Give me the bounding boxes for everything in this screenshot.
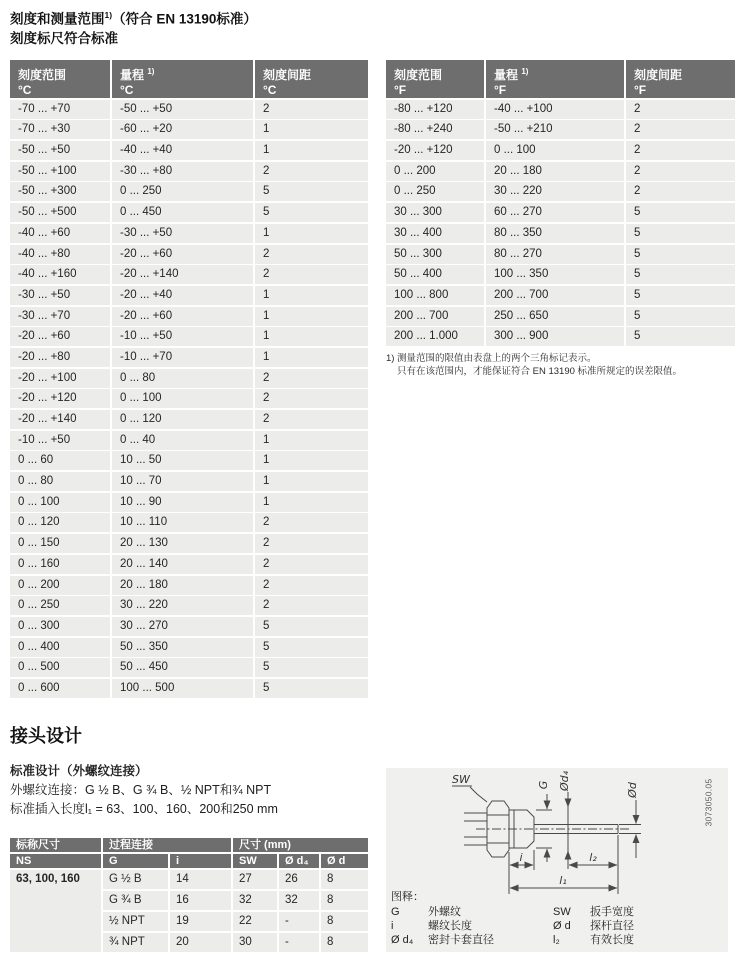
span-cell: 0 ... 80 (112, 369, 253, 388)
scale-range-cell: 50 ... 400 (386, 265, 484, 284)
table-row (386, 245, 737, 264)
legend-def: 扳手宽度 (590, 906, 634, 918)
scale-range-cell: 0 ... 60 (10, 451, 110, 470)
celsius-table-body (10, 100, 368, 698)
span-cell: -40 ... +100 (486, 100, 624, 119)
d-label: Ød (626, 782, 639, 798)
wrench-width-cell: 22 (233, 912, 277, 931)
table-row (386, 203, 737, 222)
scale-range-cell: 0 ... 100 (10, 493, 110, 512)
legend-column-right (553, 905, 634, 947)
group-header-dimensions: 尺寸 (mm) (233, 838, 368, 852)
table-row (10, 617, 368, 636)
fahrenheit-scale-table (386, 60, 737, 346)
scale-range-cell: 100 ... 800 (386, 286, 484, 305)
legend-term: i (391, 920, 394, 932)
table-row (10, 679, 368, 698)
sub-header-g: G (103, 854, 168, 868)
footnote-text (397, 353, 738, 378)
span-cell: 20 ... 180 (486, 162, 624, 181)
span-cell: 0 ... 100 (486, 141, 624, 160)
span-cell: -30 ... +80 (112, 162, 253, 181)
scale-spacing-cell: 2 (255, 513, 368, 532)
span-cell: 30 ... 220 (486, 182, 624, 201)
span-cell: 300 ... 900 (486, 327, 624, 346)
scale-spacing-cell: 1 (255, 493, 368, 512)
group-header-process-connection: 过程连接 (103, 838, 231, 852)
insertion-length-line: 标准插入长度l₁ = 63、100、160、200和250 mm (10, 802, 278, 816)
sub-header-sw: SW (233, 854, 277, 868)
thread-length-cell: 20 (170, 933, 231, 952)
table-row (10, 369, 368, 388)
dimension-l2 (569, 835, 618, 894)
process-connection-cell: ½ NPT (103, 912, 168, 931)
span-cell: 10 ... 90 (112, 493, 253, 512)
column-header: 量程 $^{1)}$ °F (486, 60, 624, 98)
table-row (386, 327, 737, 346)
legend-title: 图释： (391, 891, 424, 903)
scale-range-cell: -50 ... +300 (10, 182, 110, 201)
l2-label: l₂ (589, 851, 597, 864)
process-connection-cell: ¾ NPT (103, 933, 168, 952)
table-row (10, 141, 368, 160)
scale-spacing-cell: 1 (255, 327, 368, 346)
scale-spacing-cell: 1 (255, 120, 368, 139)
scale-spacing-cell: 2 (255, 596, 368, 615)
scale-range-cell: 0 ... 200 (386, 162, 484, 181)
scale-spacing-cell: 2 (255, 265, 368, 284)
page-title-line1: 刻度和测量范围$^{1)}$（符合 EN 13190标准） (10, 10, 257, 27)
thread-types-line: 外螺纹连接：G ½ B、G ¾ B、½ NPT和¾ NPT (10, 783, 272, 797)
scale-spacing-cell: 2 (626, 162, 735, 181)
scale-spacing-cell: 5 (626, 203, 735, 222)
scale-range-cell: 30 ... 400 (386, 224, 484, 243)
span-cell: 20 ... 180 (112, 576, 253, 595)
span-cell: -40 ... +40 (112, 141, 253, 160)
legend-term: Ø d₄ (391, 934, 414, 946)
table-row (386, 182, 737, 201)
scale-spacing-cell: 2 (255, 100, 368, 119)
span-cell: 20 ... 140 (112, 555, 253, 574)
scale-range-cell: -70 ... +30 (10, 120, 110, 139)
span-cell: 0 ... 450 (112, 203, 253, 222)
column-header: 刻度范围 °C (10, 60, 110, 98)
scale-range-cell: 0 ... 250 (386, 182, 484, 201)
span-cell: 10 ... 70 (112, 472, 253, 491)
scale-spacing-cell: 5 (255, 617, 368, 636)
stem-diameter-cell: 8 (321, 912, 368, 931)
scale-range-cell: -30 ... +50 (10, 286, 110, 305)
wrench-width-cell: 27 (233, 870, 277, 889)
scale-range-cell: 0 ... 120 (10, 513, 110, 532)
scale-range-cell: 0 ... 80 (10, 472, 110, 491)
table-row (10, 431, 368, 450)
scale-spacing-cell: 2 (626, 100, 735, 119)
span-cell: -10 ... +50 (112, 327, 253, 346)
process-connection-cell: G ¾ B (103, 891, 168, 910)
scale-range-cell: -20 ... +120 (10, 389, 110, 408)
d4-label: Ød₄ (558, 770, 571, 792)
span-cell: 80 ... 270 (486, 245, 624, 264)
scale-spacing-cell: 2 (626, 120, 735, 139)
wrench-width-cell: 32 (233, 891, 277, 910)
sub-header-ns: NS (10, 854, 101, 868)
scale-spacing-cell: 5 (626, 245, 735, 264)
table-row (10, 224, 368, 243)
ns-value: 63, 100, 160 (10, 870, 101, 952)
column-header: 刻度范围 °F (386, 60, 484, 98)
table-row (386, 141, 737, 160)
scale-spacing-cell: 5 (255, 638, 368, 657)
span-cell: 100 ... 350 (486, 265, 624, 284)
scale-range-cell: -50 ... +100 (10, 162, 110, 181)
drawing-legend (391, 890, 721, 946)
span-cell: -20 ... +40 (112, 286, 253, 305)
legend-item (553, 919, 634, 933)
span-cell: -50 ... +50 (112, 100, 253, 119)
table-row (386, 120, 737, 139)
scale-spacing-cell: 1 (255, 431, 368, 450)
table-row (10, 451, 368, 470)
footnote-marker: 1) (386, 353, 395, 364)
table-row (10, 182, 368, 201)
scale-spacing-cell: 1 (255, 286, 368, 305)
collar-diameter-cell: 26 (279, 870, 319, 889)
span-cell: 200 ... 700 (486, 286, 624, 305)
table-row (10, 162, 368, 181)
span-cell: 20 ... 130 (112, 534, 253, 553)
scale-range-cell: -20 ... +140 (10, 410, 110, 429)
legend-item (391, 905, 494, 919)
footnote-line2: 只有在该范围内，才能保证符合 EN 13190 标准所规定的误差限值。 (397, 365, 683, 377)
scale-range-cell: 30 ... 300 (386, 203, 484, 222)
span-cell: -20 ... +60 (112, 245, 253, 264)
scale-range-cell: 0 ... 160 (10, 555, 110, 574)
table-row (386, 286, 737, 305)
legend-item (391, 933, 494, 947)
thread-length-cell: 14 (170, 870, 231, 889)
table-row (10, 265, 368, 284)
span-cell: 50 ... 350 (112, 638, 253, 657)
doc-number: 3073050.05 (703, 778, 714, 827)
sub-header-i: i (170, 854, 231, 868)
scale-spacing-cell: 1 (255, 348, 368, 367)
table-row (10, 493, 368, 512)
scale-spacing-cell: 1 (255, 472, 368, 491)
table-row (10, 327, 368, 346)
fahrenheit-table-body (386, 100, 737, 347)
wrench-width-cell: 30 (233, 933, 277, 952)
scale-range-cell: -20 ... +120 (386, 141, 484, 160)
table-row (386, 100, 737, 119)
scale-range-cell: 0 ... 400 (10, 638, 110, 657)
span-cell: -30 ... +50 (112, 224, 253, 243)
span-cell: 100 ... 500 (112, 679, 253, 698)
span-cell: 30 ... 220 (112, 596, 253, 615)
scale-spacing-cell: 1 (255, 451, 368, 470)
scale-spacing-cell: 5 (255, 182, 368, 201)
standard-design-block (10, 762, 380, 819)
scale-range-cell: -80 ... +120 (386, 100, 484, 119)
legend-item (553, 905, 634, 919)
scale-spacing-cell: 1 (255, 141, 368, 160)
scale-range-cell: 0 ... 250 (10, 596, 110, 615)
legend-term: SW (553, 906, 571, 918)
span-cell: 10 ... 50 (112, 451, 253, 470)
scale-range-cell: 0 ... 150 (10, 534, 110, 553)
scale-range-cell: -70 ... +70 (10, 100, 110, 119)
legend-column-left (391, 905, 494, 947)
page-title-line2: 刻度标尺符合标准 (10, 30, 118, 46)
span-cell: 0 ... 40 (112, 431, 253, 450)
scale-spacing-cell: 2 (255, 389, 368, 408)
table-row (10, 513, 368, 532)
scale-spacing-cell: 2 (255, 534, 368, 553)
scale-spacing-cell: 5 (255, 203, 368, 222)
table-row (10, 576, 368, 595)
scale-spacing-cell: 5 (626, 265, 735, 284)
span-cell: -50 ... +210 (486, 120, 624, 139)
footnote-line1: 测量范围的限值由表盘上的两个三角标记表示。 (397, 353, 597, 364)
table-row (10, 120, 368, 139)
standard-design-subheading: 标准设计（外螺纹连接） (10, 764, 148, 778)
page-title (10, 6, 257, 48)
sw-label: SW (452, 773, 470, 786)
scale-range-cell: -30 ... +70 (10, 307, 110, 326)
table-row (10, 348, 368, 367)
scale-spacing-cell: 5 (255, 658, 368, 677)
table-row (10, 307, 368, 326)
dimension-g (536, 794, 552, 862)
drawing-panel (386, 768, 728, 952)
scale-spacing-cell: 2 (626, 182, 735, 201)
scale-range-cell: -10 ... +50 (10, 431, 110, 450)
table-row (10, 658, 368, 677)
table-row (10, 245, 368, 264)
span-cell: 60 ... 270 (486, 203, 624, 222)
legend-def: 探杆直径 (590, 920, 634, 932)
scale-spacing-cell: 5 (626, 286, 735, 305)
scale-range-cell: -20 ... +100 (10, 369, 110, 388)
span-cell: 30 ... 270 (112, 617, 253, 636)
scale-range-cell: -40 ... +80 (10, 245, 110, 264)
collar-diameter-cell: 32 (279, 891, 319, 910)
table-row (10, 410, 368, 429)
table-row (386, 162, 737, 181)
table-row (10, 203, 368, 222)
scale-range-cell: -80 ... +240 (386, 120, 484, 139)
scale-spacing-cell: 2 (255, 245, 368, 264)
scale-range-cell: -20 ... +80 (10, 348, 110, 367)
table-row (386, 224, 737, 243)
span-cell: 250 ... 650 (486, 307, 624, 326)
connection-table (10, 838, 368, 952)
scale-spacing-cell: 2 (255, 369, 368, 388)
column-header: 刻度间距 °F (626, 60, 735, 98)
legend-term: G (391, 906, 400, 918)
span-cell: -20 ... +140 (112, 265, 253, 284)
legend-def: 密封卡套直径 (428, 934, 494, 946)
legend-item (391, 919, 494, 933)
column-header: 量程 $^{1)}$ °C (112, 60, 253, 98)
span-cell: 10 ... 110 (112, 513, 253, 532)
process-connection-cell: G ½ B (103, 870, 168, 889)
sub-header-d: Ø d (321, 854, 368, 868)
collar-diameter-cell: - (279, 912, 319, 931)
column-header: 刻度间距 °C (255, 60, 368, 98)
scale-range-cell: -20 ... +60 (10, 327, 110, 346)
span-cell: 0 ... 250 (112, 182, 253, 201)
scale-range-cell: 0 ... 300 (10, 617, 110, 636)
scale-range-cell: 0 ... 500 (10, 658, 110, 677)
legend-def: 有效长度 (590, 934, 634, 946)
footnote (386, 353, 738, 378)
l1-label: l₁ (559, 874, 567, 887)
table-row (386, 307, 737, 326)
scale-range-cell: 0 ... 200 (10, 576, 110, 595)
legend-term: Ø d (553, 920, 571, 932)
g-label: G (537, 780, 550, 790)
span-cell: 80 ... 350 (486, 224, 624, 243)
scale-spacing-cell: 5 (255, 679, 368, 698)
scale-range-cell: -50 ... +50 (10, 141, 110, 160)
table-row (10, 596, 368, 615)
scale-spacing-cell: 2 (255, 555, 368, 574)
stem-diameter-cell: 8 (321, 933, 368, 952)
span-cell: -20 ... +60 (112, 307, 253, 326)
collar-diameter-cell: - (279, 933, 319, 952)
sub-header-d4: Ø d₄ (279, 854, 319, 868)
legend-term: l₂ (553, 934, 560, 946)
scale-range-cell: 0 ... 600 (10, 679, 110, 698)
stem-diameter-cell: 8 (321, 870, 368, 889)
table-row (10, 534, 368, 553)
scale-range-cell: 50 ... 300 (386, 245, 484, 264)
span-cell: 0 ... 100 (112, 389, 253, 408)
scale-spacing-cell: 5 (626, 307, 735, 326)
stem-diameter-cell: 8 (321, 891, 368, 910)
span-cell: 50 ... 450 (112, 658, 253, 677)
scale-spacing-cell: 5 (626, 224, 735, 243)
legend-def: 外螺纹 (428, 906, 461, 918)
span-cell: -10 ... +70 (112, 348, 253, 367)
scale-spacing-cell: 1 (255, 307, 368, 326)
table-row (10, 389, 368, 408)
table-row (10, 638, 368, 657)
table-row (10, 100, 368, 119)
sw-leader-line (470, 787, 487, 802)
table-row (386, 265, 737, 284)
scale-spacing-cell: 2 (255, 576, 368, 595)
span-cell: 0 ... 120 (112, 410, 253, 429)
span-cell: -60 ... +20 (112, 120, 253, 139)
scale-range-cell: -50 ... +500 (10, 203, 110, 222)
scale-spacing-cell: 5 (626, 327, 735, 346)
scale-range-cell: -40 ... +60 (10, 224, 110, 243)
scale-range-cell: 200 ... 1.000 (386, 327, 484, 346)
table-row (10, 286, 368, 305)
fahrenheit-table-header (386, 60, 737, 98)
group-header-nominal-size: 标称尺寸 (10, 838, 101, 852)
scale-spacing-cell: 1 (255, 224, 368, 243)
table-row (10, 555, 368, 574)
scale-spacing-cell: 2 (255, 162, 368, 181)
i-label: i (519, 851, 523, 864)
scale-range-cell: 200 ... 700 (386, 307, 484, 326)
legend-def: 螺纹长度 (428, 920, 472, 932)
section-heading-connection-design: 接头设计 (10, 726, 82, 746)
scale-spacing-cell: 2 (255, 410, 368, 429)
scale-range-cell: -40 ... +160 (10, 265, 110, 284)
celsius-scale-table (10, 60, 368, 698)
thread-length-cell: 19 (170, 912, 231, 931)
scale-spacing-cell: 2 (626, 141, 735, 160)
table-row (10, 472, 368, 491)
thread-length-cell: 16 (170, 891, 231, 910)
celsius-table-header (10, 60, 368, 98)
legend-item (553, 933, 634, 947)
title-footnote-marker: 1) (104, 10, 113, 20)
